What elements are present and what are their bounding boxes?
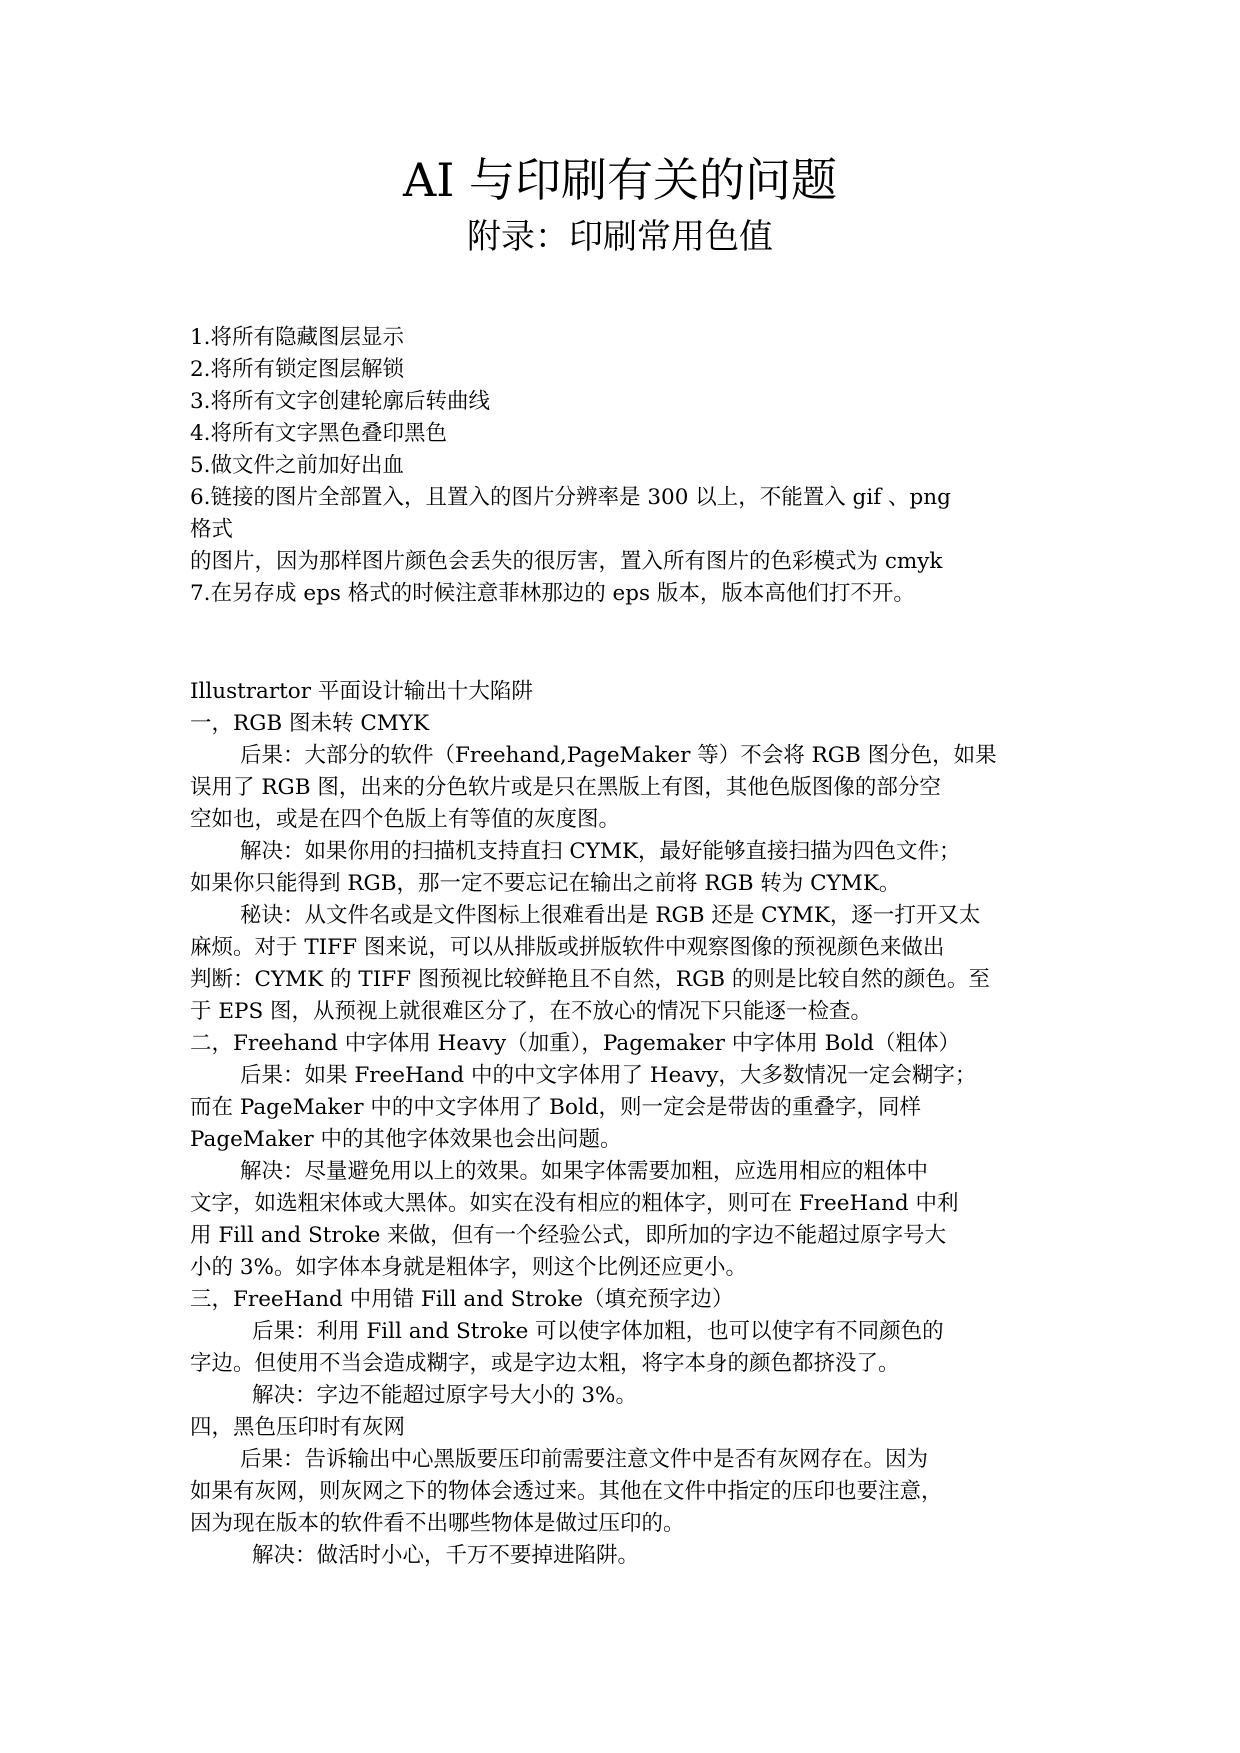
checklist — [190, 322, 1070, 610]
checklist-item: 4.将所有文字黑色叠印黑色 — [190, 421, 448, 446]
checklist-item: 格式 — [190, 517, 234, 542]
paragraph-line: 判断：CYMK 的 TIFF 图预视比较鲜艳且不自然，RGB 的则是比较自然的颜色。至 — [190, 967, 990, 992]
paragraph-line: 文字，如选粗宋体或大黑体。如实在没有相应的粗体字，则可在 FreeHand 中利 — [190, 1191, 959, 1216]
paragraph-line: 因为现在版本的软件看不出哪些物体是做过压印的。 — [190, 1511, 685, 1536]
paragraph-line: 解决：字边不能超过原字号大小的 3%。 — [252, 1383, 637, 1408]
trap-heading: 一，RGB 图未转 CMYK — [190, 711, 430, 736]
paragraph-line: 用 Fill and Stroke 来做，但有一个经验公式，即所加的字边不能超过原字号大 — [190, 1223, 947, 1248]
checklist-item: 的图片，因为那样图片颜色会丢失的很厉害，置入所有图片的色彩模式为 cmyk — [190, 549, 943, 574]
document-page — [190, 0, 1070, 1753]
paragraph-line: 后果：如果 FreeHand 中的中文字体用了 Heavy，大多数情况一定会糊字； — [240, 1063, 977, 1088]
paragraph-line: 空如也，或是在四个色版上有等值的灰度图。 — [190, 807, 621, 832]
paragraph-line: 秘诀：从文件名或是文件图标上很难看出是 RGB 还是 CYMK，逐一打开又太 — [240, 903, 981, 928]
paragraph-line: 解决：如果你用的扫描机支持直扫 CYMK，最好能够直接扫描为四色文件； — [240, 839, 961, 864]
paragraph-line: 于 EPS 图，从预视上就很难区分了，在不放心的情况下只能逐一检查。 — [190, 999, 873, 1024]
paragraph-line: 如果你只能得到 RGB，那一定不要忘记在输出之前将 RGB 转为 CYMK。 — [190, 871, 901, 896]
paragraph-line: 误用了 RGB 图，出来的分色软片或是只在黑版上有图，其他色版图像的部分空 — [190, 775, 941, 800]
checklist-item: 5.做文件之前加好出血 — [190, 453, 405, 478]
paragraph-line: 如果有灰网，则灰网之下的物体会透过来。其他在文件中指定的压印也要注意， — [190, 1479, 943, 1504]
checklist-item: 1.将所有隐藏图层显示 — [190, 325, 405, 350]
paragraph-line: 小的 3%。如字体本身就是粗体字，则这个比例还应更小。 — [190, 1255, 747, 1280]
paragraph-line: 而在 PageMaker 中的中文字体用了 Bold，则一定会是带齿的重叠字，同样 — [190, 1095, 922, 1120]
paragraph-line: 后果：告诉输出中心黑版要压印前需要注意文件中是否有灰网存在。因为 — [240, 1447, 929, 1472]
paragraph-line: 解决：尽量避免用以上的效果。如果字体需要加粗，应选用相应的粗体中 — [240, 1159, 929, 1184]
paragraph-line: 后果：大部分的软件（Freehand,PageMaker 等）不会将 RGB 图分色，如果 — [240, 743, 997, 768]
checklist-item: 3.将所有文字创建轮廓后转曲线 — [190, 389, 491, 414]
paragraph-line: 后果：利用 Fill and Stroke 可以使字体加粗，也可以使字有不同颜色的 — [252, 1319, 944, 1344]
checklist-item: 6.链接的图片全部置入，且置入的图片分辨率是 300 以上，不能置入 gif 、png — [190, 485, 951, 510]
paragraph-line: 解决：做活时小心，千万不要掉进陷阱。 — [252, 1543, 640, 1568]
paragraph-line: 字边。但使用不当会造成糊字，或是字边太粗，将字本身的颜色都挤没了。 — [190, 1351, 900, 1376]
document-title: AI 与印刷有关的问题 — [402, 153, 837, 207]
paragraph-line: 麻烦。对于 TIFF 图来说，可以从排版或拼版软件中观察图像的预视颜色来做出 — [190, 935, 945, 960]
traps-section — [190, 676, 1070, 1572]
section-heading: Illustrartor 平面设计输出十大陷阱 — [190, 679, 533, 704]
document-subtitle: 附录：印刷常用色值 — [467, 217, 773, 257]
trap-heading: 三，FreeHand 中用错 Fill and Stroke（填充预字边） — [190, 1287, 734, 1312]
trap-heading: 四，黑色压印时有灰网 — [190, 1415, 406, 1440]
checklist-item: 2.将所有锁定图层解锁 — [190, 357, 405, 382]
trap-heading: 二，Freehand 中字体用 Heavy（加重），Pagemaker 中字体用 Bold（粗体） — [190, 1031, 961, 1056]
paragraph-line: PageMaker 中的其他字体效果也会出问题。 — [190, 1127, 622, 1152]
checklist-item: 7.在另存成 eps 格式的时候注意菲林那边的 eps 版本，版本高他们打不开。 — [190, 581, 915, 606]
